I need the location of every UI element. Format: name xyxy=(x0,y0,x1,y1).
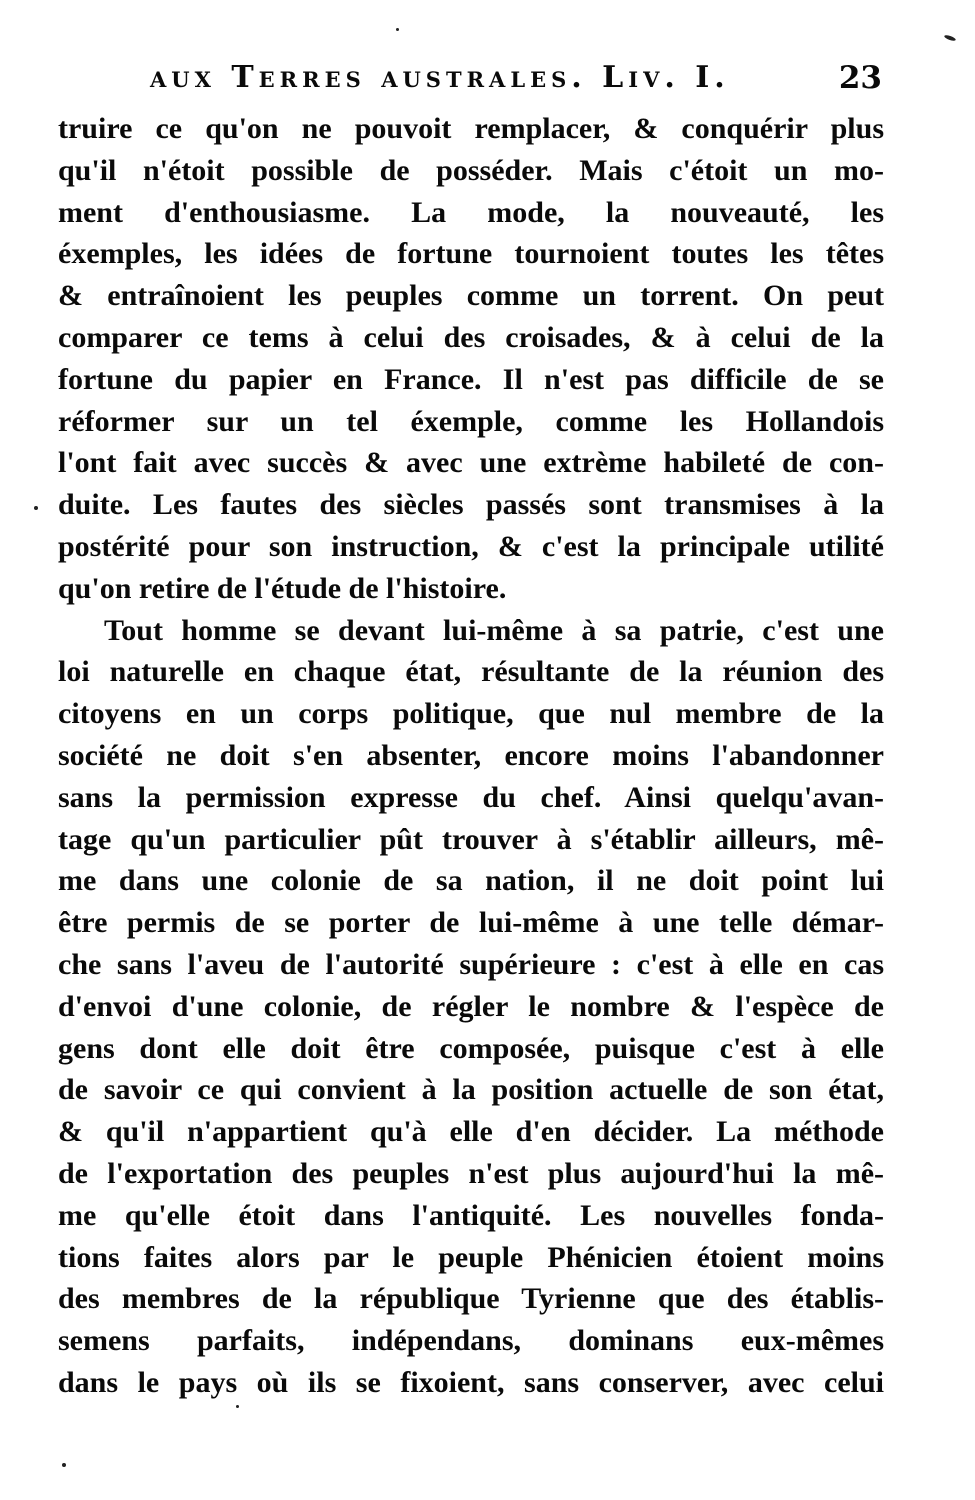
scan-speck xyxy=(944,34,957,42)
scan-speck xyxy=(34,506,38,510)
text-line: che sans l'aveu de l'autorité supérieure : c'est à elle en cas xyxy=(58,947,884,981)
scan-speck xyxy=(62,1463,66,1467)
text-line: de l'exportation des peuples n'est plus aujourd'hui la mê- xyxy=(58,1156,884,1190)
running-head xyxy=(150,56,882,100)
text-line: d'envoi d'une colonie, de régler le nombre & l'espèce de xyxy=(58,989,884,1023)
text-line: société ne doit s'en absenter, encore moins l'abandonner xyxy=(58,738,884,772)
text-line: réformer sur un tel éxemple, comme les Hollandois xyxy=(58,404,884,438)
text-line: loi naturelle en chaque état, résultante de la réunion des xyxy=(58,655,884,689)
body-text xyxy=(58,108,884,1404)
text-line: qu'il n'étoit possible de posséder. Mais c'étoit un mo- xyxy=(58,153,884,187)
text-line: fortune du papier en France. Il n'est pas difficile de se xyxy=(58,362,884,396)
text-line: tage qu'un particulier pût trouver à s'établir ailleurs, mê- xyxy=(58,822,884,856)
text-line: duite. Les fautes des siècles passés sont transmises à la xyxy=(58,488,884,522)
text-line: & qu'il n'appartient qu'à elle d'en décider. La méthode xyxy=(58,1115,884,1149)
page-number: 23 xyxy=(838,60,882,96)
text-line: être permis de se porter de lui-même à une telle démar- xyxy=(58,906,884,940)
text-line: me qu'elle étoit dans l'antiquité. Les nouvelles fonda- xyxy=(58,1198,884,1232)
text-line: éxemples, les idées de fortune tournoient toutes les têtes xyxy=(58,237,884,271)
text-line: me dans une colonie de sa nation, il ne doit point lui xyxy=(58,864,884,898)
text-line: tions faites alors par le peuple Phénicien étoient moins xyxy=(58,1240,884,1274)
text-line: de savoir ce qui convient à la position actuelle de son état, xyxy=(58,1073,884,1107)
text-line: dans le pays où ils se fixoient, sans conserver, avec celui xyxy=(58,1365,884,1399)
scan-speck xyxy=(236,1405,239,1408)
scan-speck xyxy=(396,28,399,31)
text-line: Tout homme se devant lui-même à sa patrie, c'est une xyxy=(104,613,884,647)
text-line: l'ont fait avec succès & avec une extrème habileté de con- xyxy=(58,446,884,480)
text-line: ment d'enthousiasme. La mode, la nouveauté, les xyxy=(58,195,884,229)
text-line: & entraînoient les peuples comme un torrent. On peut xyxy=(58,279,884,313)
text-line: des membres de la république Tyrienne que des établis- xyxy=(58,1282,884,1316)
text-line: semens parfaits, indépendans, dominans eux-mêmes xyxy=(58,1324,884,1358)
text-line: citoyens en un corps politique, que nul membre de la xyxy=(58,697,884,731)
text-line: postérité pour son instruction, & c'est la principale utilité xyxy=(58,529,884,563)
text-line: qu'on retire de l'étude de l'histoire. xyxy=(58,571,507,605)
text-line: comparer ce tems à celui des croisades, & à celui de la xyxy=(58,320,884,354)
text-line: gens dont elle doit être composée, puisque c'est à elle xyxy=(58,1031,884,1065)
running-title: aux Terres australes. Liv. I. xyxy=(150,60,730,95)
paragraph xyxy=(58,610,884,1404)
paragraph xyxy=(58,108,884,610)
text-line: truire ce qu'on ne pouvoit remplacer, & conquérir plus xyxy=(58,112,884,145)
text-line: sans la permission expresse du chef. Ainsi quelqu'avan- xyxy=(58,780,884,814)
